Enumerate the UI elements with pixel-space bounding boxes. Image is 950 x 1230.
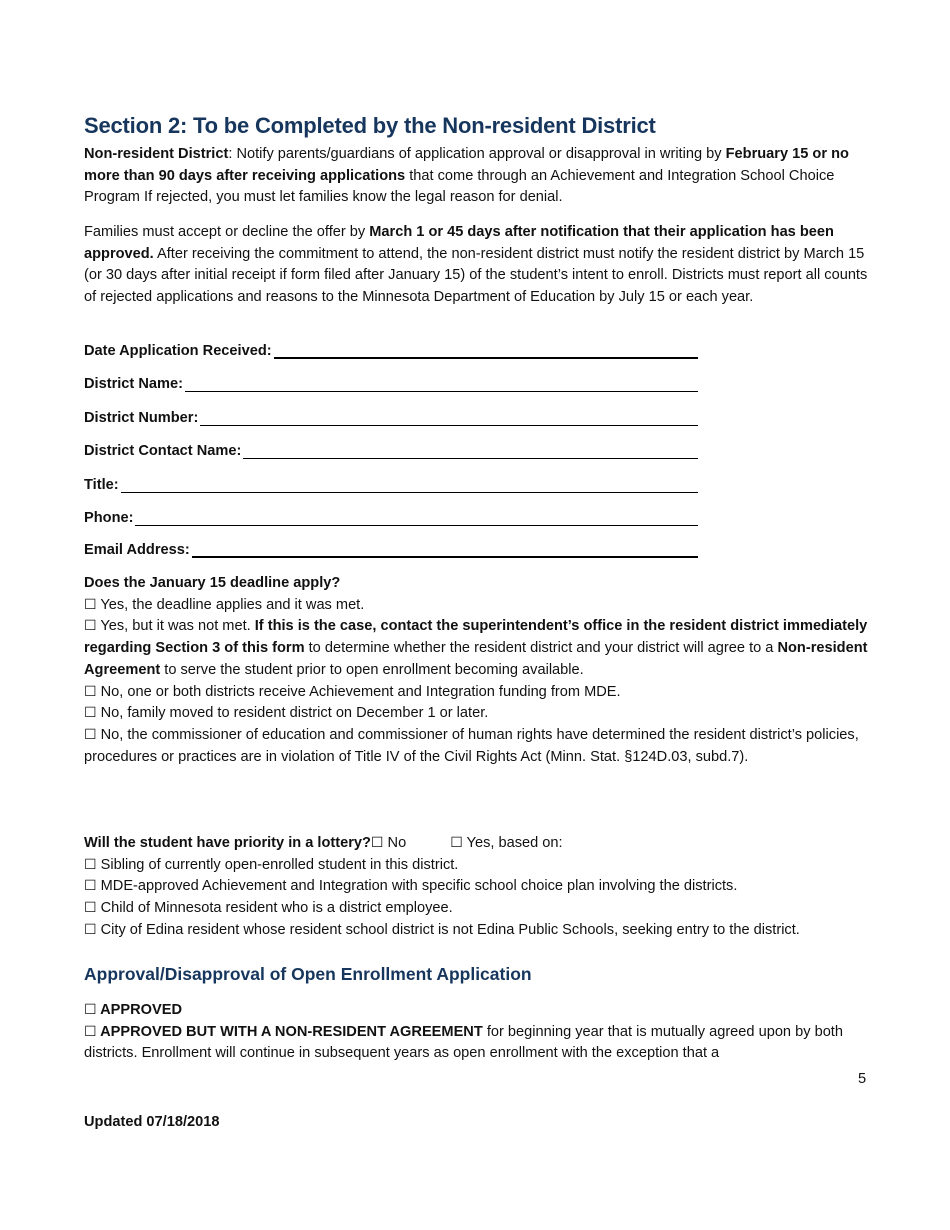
checkbox-icon[interactable]: ☐	[84, 878, 97, 895]
phone-line[interactable]	[135, 524, 698, 526]
deadline-question: Does the January 15 deadline apply?	[84, 575, 341, 591]
deadline-option-moved-label: No, family moved to resident district on December 1 or later.	[96, 705, 489, 722]
checkbox-icon[interactable]: ☐	[84, 683, 97, 700]
checkbox-icon[interactable]: ☐	[84, 596, 97, 613]
checkbox-icon[interactable]: ☐	[370, 835, 384, 851]
deadline-section	[84, 573, 869, 768]
checkbox-icon[interactable]: ☐	[450, 835, 463, 851]
deadline-option-moved[interactable]	[84, 703, 869, 725]
contact-name-line[interactable]	[243, 457, 698, 459]
section-title: Section 2: To be Completed by the Non-resident District	[84, 113, 656, 138]
updated-date: Updated 07/18/2018	[84, 1114, 220, 1130]
deadline-option-funding[interactable]	[84, 682, 869, 704]
checkbox-icon[interactable]: ☐	[84, 1002, 97, 1018]
district-name-field[interactable]	[84, 373, 698, 393]
date-received-line[interactable]	[274, 356, 698, 359]
date-received-label: Date Application Received:	[84, 343, 272, 359]
lottery-option-edina-label: City of Edina resident whose resident school district is not Edina Public Schools, seeking entry to the district.	[96, 921, 800, 938]
email-field[interactable]	[84, 539, 698, 559]
lottery-option-employee[interactable]	[84, 898, 869, 920]
deadline-option-civil-rights[interactable]	[84, 725, 869, 768]
lottery-option-edina[interactable]	[84, 920, 869, 942]
title-label: Title:	[84, 477, 119, 493]
lottery-question: Will the student have priority in a lottery?	[84, 835, 371, 851]
checkbox-icon[interactable]: ☐	[84, 921, 97, 938]
lottery-no-label: No	[383, 835, 407, 851]
not-met-instruction: If this is the case, contact the superintendent’s office in the resident district immediately regarding Section 3 of this form	[84, 618, 868, 657]
checkbox-icon[interactable]: ☐	[84, 1023, 97, 1040]
families-deadline: March 1 or 45 days after notification that their application has been approved.	[84, 224, 834, 262]
lottery-no-option[interactable]	[371, 835, 406, 851]
checkbox-icon[interactable]: ☐	[84, 705, 97, 722]
checkbox-icon[interactable]: ☐	[84, 726, 97, 743]
lottery-option-mde-plan[interactable]	[84, 876, 869, 898]
email-line[interactable]	[192, 555, 698, 558]
contact-name-label: District Contact Name:	[84, 443, 242, 459]
approved-option[interactable]	[84, 1000, 869, 1022]
families-paragraph	[84, 222, 869, 309]
date-received-field[interactable]	[84, 340, 698, 360]
deadline-option-met-label: Yes, the deadline applies and it was met.	[96, 596, 365, 613]
not-met-text-c: to serve the student prior to open enrollment becoming available.	[160, 661, 584, 678]
lottery-option-sibling[interactable]	[84, 855, 869, 877]
lottery-option-mde-plan-label: MDE-approved Achievement and Integration with specific school choice plan involving the districts.	[96, 878, 738, 895]
intro-paragraph	[84, 144, 869, 209]
approved-label: APPROVED	[96, 1002, 182, 1018]
deadline-option-funding-label: No, one or both districts receive Achievement and Integration funding from MDE.	[96, 683, 621, 700]
intro-lead: Non-resident District	[84, 146, 229, 162]
district-number-label: District Number:	[84, 410, 199, 426]
deadline-option-not-met[interactable]	[84, 616, 869, 681]
lottery-yes-label: Yes, based on:	[462, 835, 563, 851]
approved-agreement-option[interactable]	[84, 1022, 869, 1065]
district-number-field[interactable]	[84, 407, 698, 427]
approval-heading: Approval/Disapproval of Open Enrollment Application	[84, 964, 532, 984]
phone-label: Phone:	[84, 510, 134, 526]
phone-field[interactable]	[84, 507, 698, 527]
intro-text-1: : Notify parents/guardians of application approval or disapproval in writing by	[228, 146, 726, 162]
approved-agreement-label: APPROVED BUT WITH A NON-RESIDENT AGREEMENT	[96, 1023, 483, 1040]
approved-agreement-text: for beginning year that is mutually agreed upon by both districts. Enrollment will continue in subsequent years as open enrollment with the exception that a	[84, 1023, 843, 1062]
district-number-line[interactable]	[200, 424, 698, 426]
approval-section	[84, 1000, 869, 1065]
lottery-option-sibling-label: Sibling of currently open-enrolled student in this district.	[96, 856, 459, 873]
checkbox-icon[interactable]: ☐	[84, 618, 97, 635]
lottery-question-row	[84, 833, 869, 855]
email-label: Email Address:	[84, 542, 190, 558]
deadline-option-civil-rights-label: No, the commissioner of education and commissioner of human rights have determined the resident district’s policies, procedures or practices are in violation of Title IV of the Civil Rights Act (Minn. Stat. §124D.03, subd.7).	[84, 726, 859, 765]
contact-name-field[interactable]	[84, 440, 698, 460]
district-name-label: District Name:	[84, 376, 183, 392]
families-text-1: Families must accept or decline the offer by	[84, 224, 370, 240]
checkbox-icon[interactable]: ☐	[84, 900, 97, 917]
title-line[interactable]	[121, 491, 698, 493]
checkbox-icon[interactable]: ☐	[84, 856, 97, 873]
not-met-text-b: to determine whether the resident district and your district will agree to a	[304, 640, 778, 657]
intro-text-2: that come through an Achievement and Integration School Choice Program If rejected, you must let families know the legal reason for denial.	[84, 167, 835, 206]
page-number: 5	[858, 1071, 867, 1087]
not-met-text-a: Yes, but it was not met.	[96, 618, 255, 635]
intro-deadline: February 15 or no more than 90 days after receiving applications	[84, 146, 849, 184]
families-text-2: After receiving the commitment to attend, the non-resident district must notify the resident district by March 15 (or 30 days after initial receipt if form filed after January 15) of the student’s intent to enroll. Districts must report all counts of rejected applications and reasons to the Minnesota Department of Education by July 15 or each year.	[84, 245, 868, 306]
lottery-yes-option[interactable]	[450, 835, 562, 851]
lottery-option-employee-label: Child of Minnesota resident who is a district employee.	[96, 900, 453, 917]
lottery-section	[84, 833, 869, 942]
district-name-line[interactable]	[185, 390, 698, 392]
title-field[interactable]	[84, 474, 698, 494]
deadline-option-met[interactable]	[84, 595, 869, 617]
non-resident-agreement-term: Non-resident Agreement	[84, 640, 868, 678]
